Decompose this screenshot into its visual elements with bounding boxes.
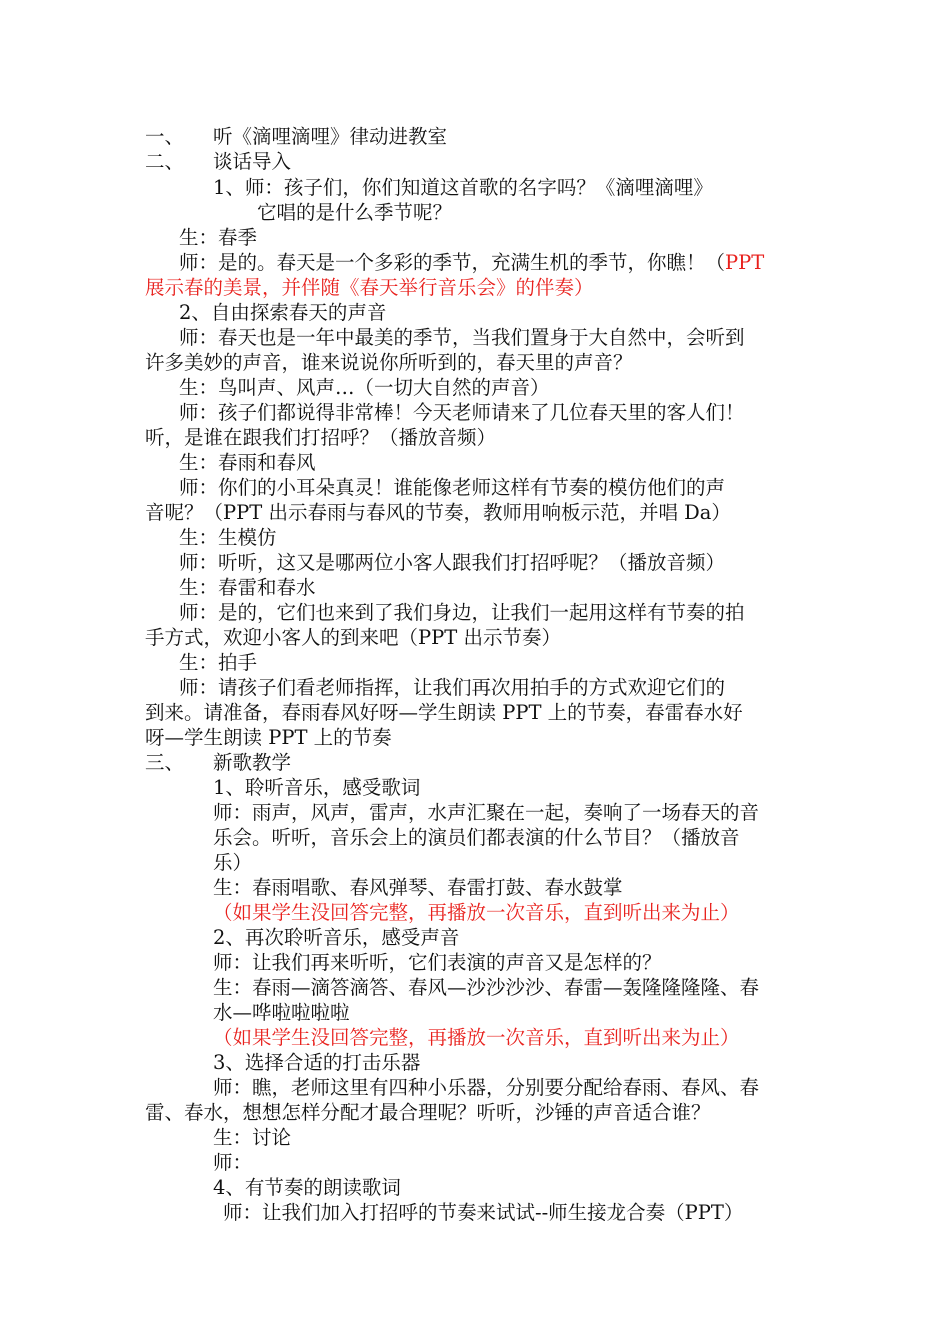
text-line: 师：雨声，风声，雷声，水声汇聚在一起，奏响了一场春天的音 (213, 801, 760, 824)
text-run: 师：是的。春天是一个多彩的季节，充满生机的季节，你瞧！（ (179, 251, 726, 274)
text-line: 1、聆听音乐，感受歌词 (213, 776, 421, 799)
text-line: 呀—学生朗读 PPT 上的节奏 (145, 726, 392, 749)
text-line: 2、再次聆听音乐，感受声音 (213, 926, 460, 949)
section-title: 新歌教学 (213, 751, 292, 774)
note-line: （如果学生没回答完整，再播放一次音乐，直到听出来为止） (213, 1026, 740, 1049)
text-line: 生：讨论 (213, 1126, 292, 1149)
text-line: 生：春季 (179, 226, 258, 249)
text-line: 师： (213, 1151, 253, 1174)
text-line: 师：你们的小耳朵真灵！谁能像老师这样有节奏的模仿他们的声 (179, 476, 726, 499)
text-line (145, 275, 594, 300)
text-line: 2、自由探索春天的声音 (179, 301, 387, 324)
text-line: 音呢？（PPT 出示春雨与春风的节奏，教师用响板示范，并唱 Da） (145, 501, 731, 524)
text-line: 师：是的，它们也来到了我们身边，让我们一起用这样有节奏的拍 (179, 601, 745, 624)
text-line: 它唱的是什么季节呢？ (257, 201, 453, 224)
note-line: （如果学生没回答完整，再播放一次音乐，直到听出来为止） (213, 901, 740, 924)
text-line: 到来。请准备，春雨春风好呀—学生朗读 PPT 上的节奏，春雷春水好 (145, 701, 743, 724)
text-line: 水—哗啦啦啦啦 (213, 1001, 350, 1024)
highlight-run: PPT (725, 251, 765, 274)
text-line: 3、选择合适的打击乐器 (213, 1051, 421, 1074)
text-line: 许多美妙的声音，谁来说说你所听到的，春天里的声音？ (145, 351, 633, 374)
text-line: 师：瞧，老师这里有四种小乐器，分别要分配给春雨、春风、春 (213, 1076, 760, 1099)
section-title: 听《滴哩滴哩》律动进教室 (213, 125, 448, 148)
section-title: 谈话导入 (213, 150, 292, 173)
text-line: 生：春雨—滴答滴答、春风—沙沙沙沙、春雷—轰隆隆隆隆、春 (213, 976, 760, 999)
text-line: 雷、春水，想想怎样分配才最合理呢？听听，沙锤的声音适合谁？ (145, 1101, 711, 1124)
text-line (179, 250, 764, 275)
section-number: 三、 (145, 751, 185, 774)
highlight-run: 展示春的美景，并伴随《春天举行音乐会》的伴奏 (145, 276, 575, 299)
text-line: 生：生模仿 (179, 526, 277, 549)
text-line: 生：鸟叫声、风声…（一切大自然的声音） (179, 376, 550, 399)
text-line: 生：拍手 (179, 651, 258, 674)
section-number: 二、 (145, 150, 185, 173)
text-line: 乐） (213, 851, 253, 874)
text-run: ） (574, 276, 594, 299)
text-line: 师：孩子们都说得非常棒！今天老师请来了几位春天里的客人们！ (179, 401, 745, 424)
text-line: 生：春雷和春水 (179, 576, 316, 599)
text-line: 师：让我们再来听听，它们表演的声音又是怎样的？ (213, 951, 662, 974)
text-line: 生：春雨唱歌、春风弹琴、春雷打鼓、春水鼓掌 (213, 876, 623, 899)
text-line: 听，是谁在跟我们打招呼？（播放音频） (145, 426, 497, 449)
text-line: 手方式，欢迎小客人的到来吧（PPT 出示节奏） (145, 626, 561, 649)
text-line: 师：请孩子们看老师指挥，让我们再次用拍手的方式欢迎它们的 (179, 676, 726, 699)
text-line: 师：听听，这又是哪两位小客人跟我们打招呼呢？（播放音频） (179, 551, 726, 574)
text-line: 4、有节奏的朗读歌词 (213, 1176, 401, 1199)
text-line: 乐会。听听，音乐会上的演员们都表演的什么节目？（播放音 (213, 826, 740, 849)
text-line: 生：春雨和春风 (179, 451, 316, 474)
text-line: 1、师：孩子们，你们知道这首歌的名字吗？《滴哩滴哩》 (213, 176, 713, 199)
section-number: 一、 (145, 125, 185, 148)
text-line: 师：让我们加入打招呼的节奏来试试--师生接龙合奏（PPT） (223, 1201, 744, 1224)
text-line: 师：春天也是一年中最美的季节，当我们置身于大自然中，会听到 (179, 326, 745, 349)
